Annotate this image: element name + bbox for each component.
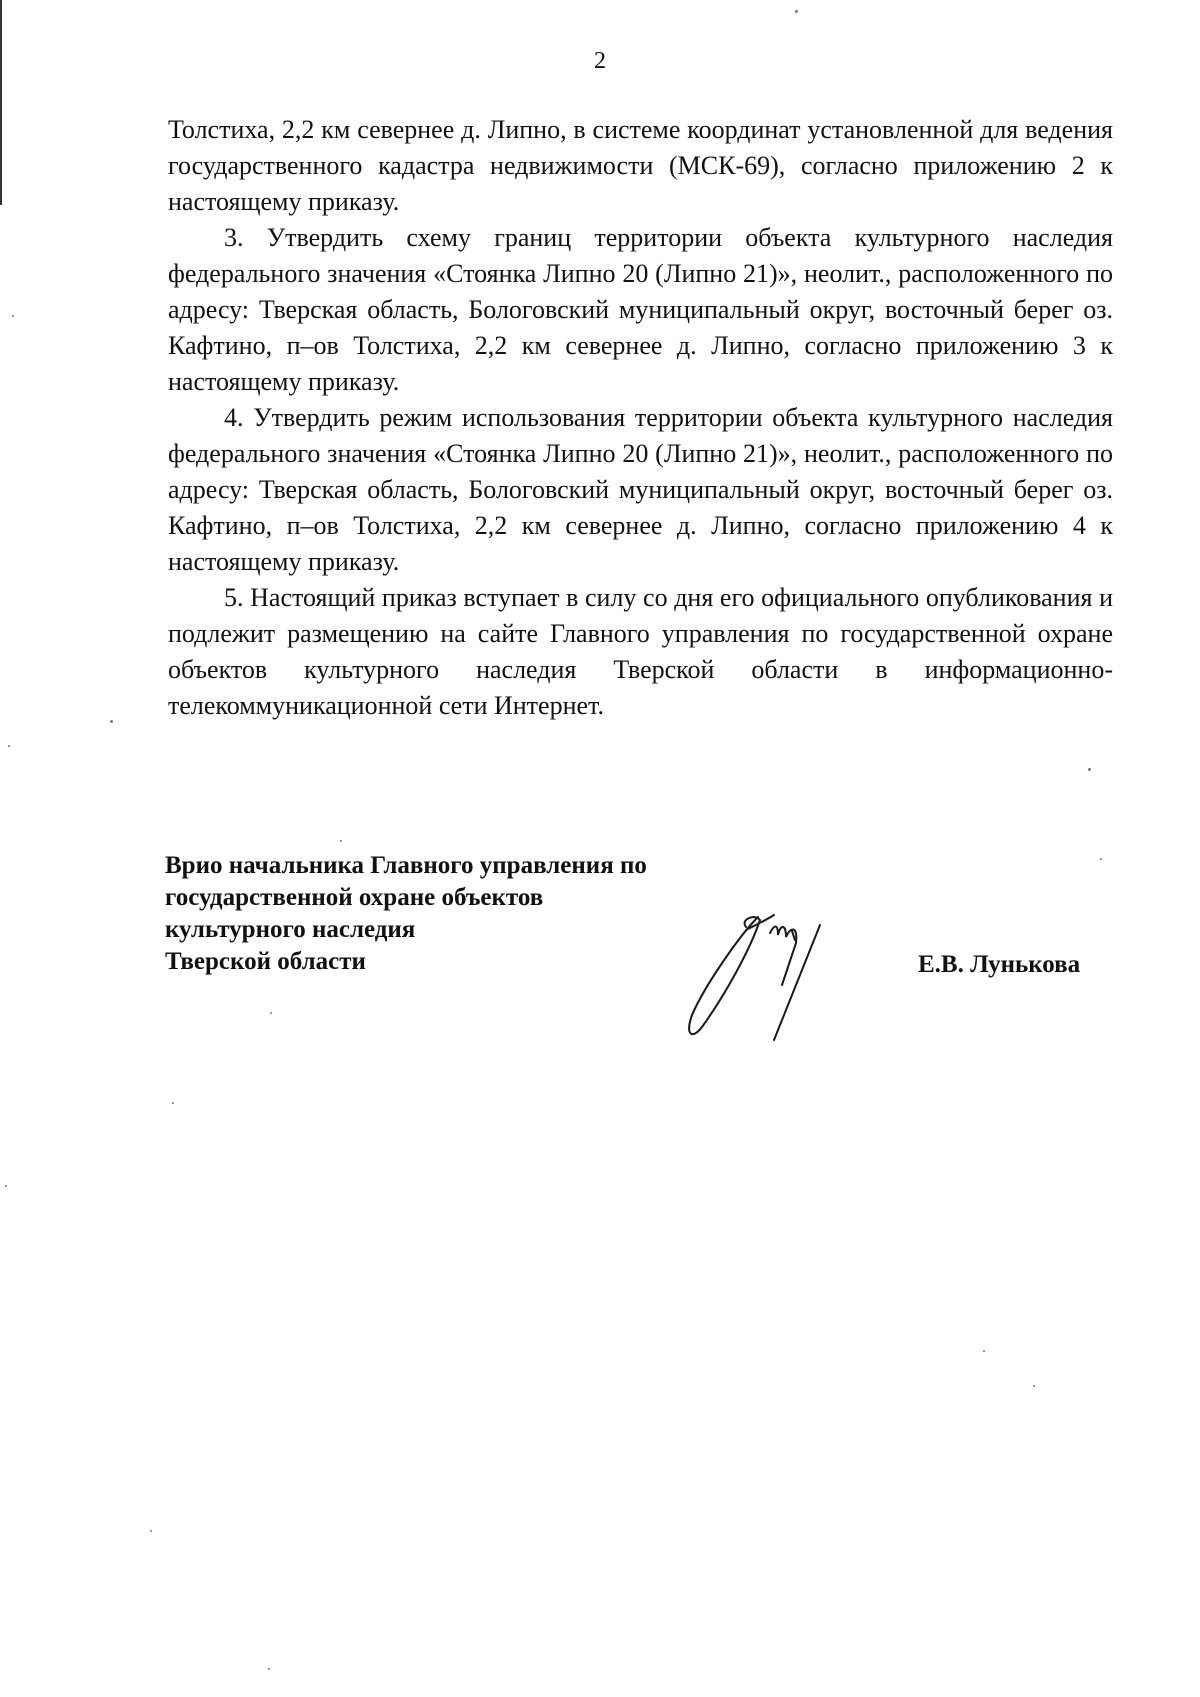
scan-speck — [5, 1185, 7, 1187]
paragraph-item-4: 4. Утвердить режим использования территории объекта культурного наследия федерального значения «Стоянка Липно 20 (Липно 21)», неолит., расположенного по адресу: Тверская область, Бологовский муниципальный округ, восточный берег оз. Кафтино, п–ов Толстиха, 2,2 км севернее д. Липно, согласно приложению 4 к настоящему приказу. — [168, 403, 1113, 576]
paragraph-continuation: Толстиха, 2,2 км севернее д. Липно, в системе координат установленной для ведения государственного кадастра недвижимости (МСК-69), согласно приложению 2 к настоящему приказу. — [168, 115, 1113, 216]
scan-speck — [268, 1668, 270, 1670]
signer-title-line: Тверской области — [165, 948, 366, 975]
scan-speck — [12, 315, 14, 317]
paragraph-item-3: 3. Утвердить схему границ территории объекта культурного наследия федерального значения «Стоянка Липно 20 (Липно 21)», неолит., расположенного по адресу: Тверская область, Бологовский муниципальный округ, восточный берег оз. Кафтино, п–ов Толстиха, 2,2 км севернее д. Липно, согласно приложению 3 к настоящему приказу. — [168, 223, 1113, 396]
scan-speck — [1088, 768, 1091, 771]
scan-speck — [1100, 858, 1102, 860]
signer-title-line: Врио начальника Главного управления по — [165, 852, 647, 879]
paragraph-item-5: 5. Настоящий приказ вступает в силу со дня его официального опубликования и подлежит размещению на сайте Главного управления по государственной охране объектов культурного наследия Тверской области в информационно-телекоммуникационной сети Интернет. — [168, 583, 1113, 720]
scan-speck — [340, 840, 342, 842]
signer-title-line: государственной охране объектов — [165, 884, 544, 911]
scan-speck — [1033, 1385, 1035, 1387]
scan-speck — [795, 10, 798, 13]
document-body — [168, 112, 1113, 724]
signer-name: Е.В. Лунькова — [918, 951, 1081, 978]
scan-speck — [8, 745, 10, 747]
scan-speck — [270, 1012, 272, 1014]
scan-margin-line — [0, 0, 2, 205]
scan-speck — [150, 1530, 152, 1532]
scan-speck — [172, 1102, 174, 1104]
page-number: 2 — [594, 48, 606, 74]
scan-speck — [110, 720, 113, 723]
handwritten-signature — [670, 895, 860, 1045]
signer-title-line: культурного наследия — [165, 916, 416, 943]
scan-speck — [983, 1350, 985, 1352]
